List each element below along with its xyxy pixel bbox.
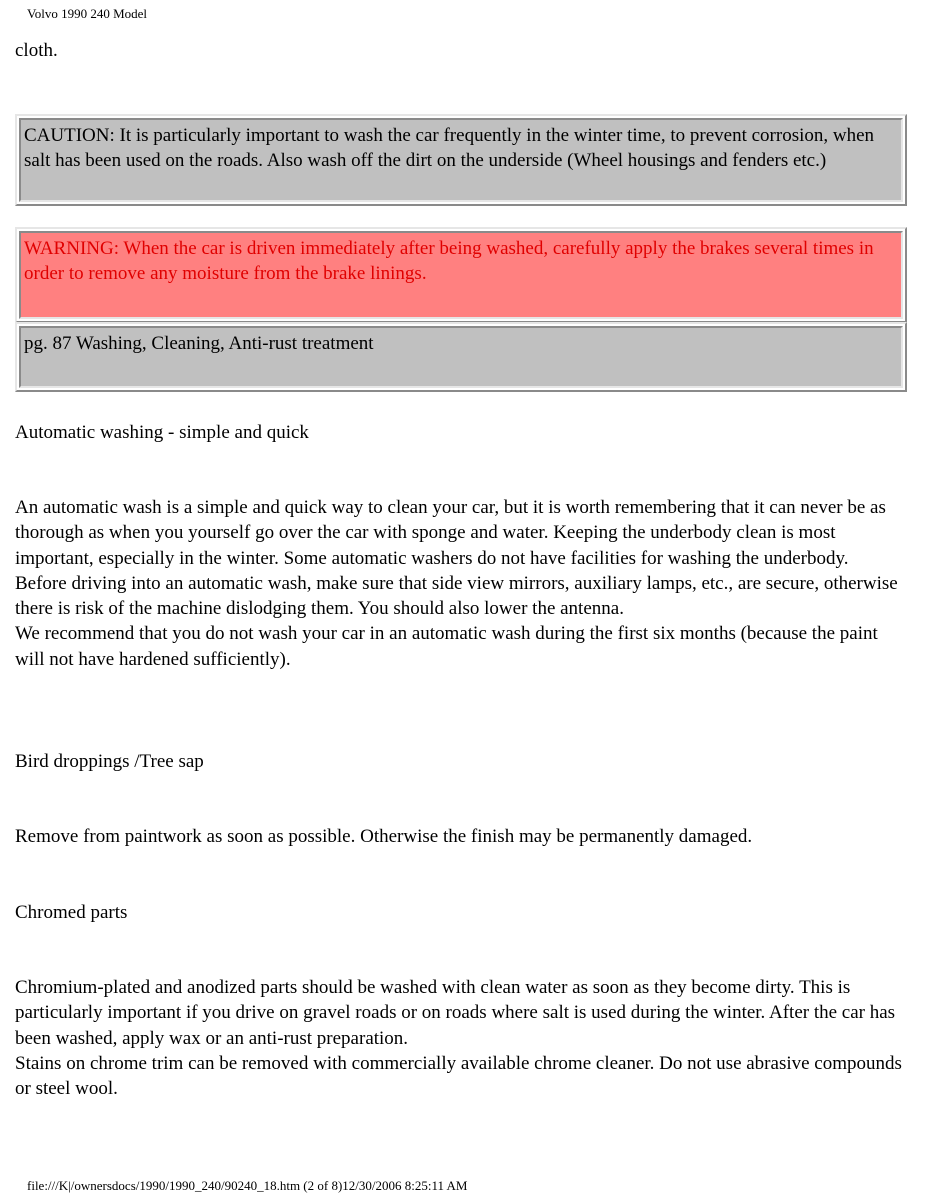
warning-text: WARNING: When the car is driven immediately after being washed, carefully apply the brakes several times in order to remove any moisture from the brake linings. bbox=[19, 231, 903, 319]
section-body-chromed-parts: Chromium-plated and anodized parts should be washed with clean water as soon as they become dirty. This is particularly important if you drive on gravel roads or on roads where salt is used during the winter. After the car has been washed, apply wax or an anti-rust preparation. Stains on chrome trim can be removed with commercially available chrome cleaner. Do not use abrasive compounds or steel wool. bbox=[15, 977, 902, 1100]
page-reference-box bbox=[15, 322, 907, 392]
section-body-automatic-washing: An automatic wash is a simple and quick way to clean your car, but it is worth remembering that it can never be as thorough as when you yourself go over the car with sponge and water. Keeping the underbody clean is most important, especially in the winter. Some automatic washers do not have facilities for washing the underbody. Before driving into an automatic wash, make sure that side view mirrors, auxiliary lamps, etc., are secure, otherwise there is risk of the machine dislodging them. You should also lower the antenna. We recommend that you do not wash your car in an automatic wash during the first six months (because the paint will not have hardened sufficiently). bbox=[15, 497, 898, 670]
warning-box bbox=[15, 227, 907, 323]
page-reference-text: pg. 87 Washing, Cleaning, Anti-rust treatment bbox=[19, 326, 903, 388]
section-body-bird-droppings: Remove from paintwork as soon as possible. Otherwise the finish may be permanently damaged. bbox=[15, 826, 753, 847]
section-heading-chromed-parts: Chromed parts bbox=[15, 902, 128, 923]
page-header-title: Volvo 1990 240 Model bbox=[27, 6, 148, 21]
caution-text: CAUTION: It is particularly important to wash the car frequently in the winter time, to prevent corrosion, when salt has been used on the roads. Also wash off the dirt on the underside (Wheel housings and fenders etc.) bbox=[19, 118, 903, 202]
intro-text: cloth. bbox=[15, 40, 58, 61]
caution-box bbox=[15, 114, 907, 206]
page-footer-path: file:///K|/ownersdocs/1990/1990_240/90240_18.htm (2 of 8)12/30/2006 8:25:11 AM bbox=[27, 1178, 468, 1193]
section-heading-bird-droppings: Bird droppings /Tree sap bbox=[15, 751, 204, 772]
section-heading-automatic-washing: Automatic washing - simple and quick bbox=[15, 422, 309, 443]
